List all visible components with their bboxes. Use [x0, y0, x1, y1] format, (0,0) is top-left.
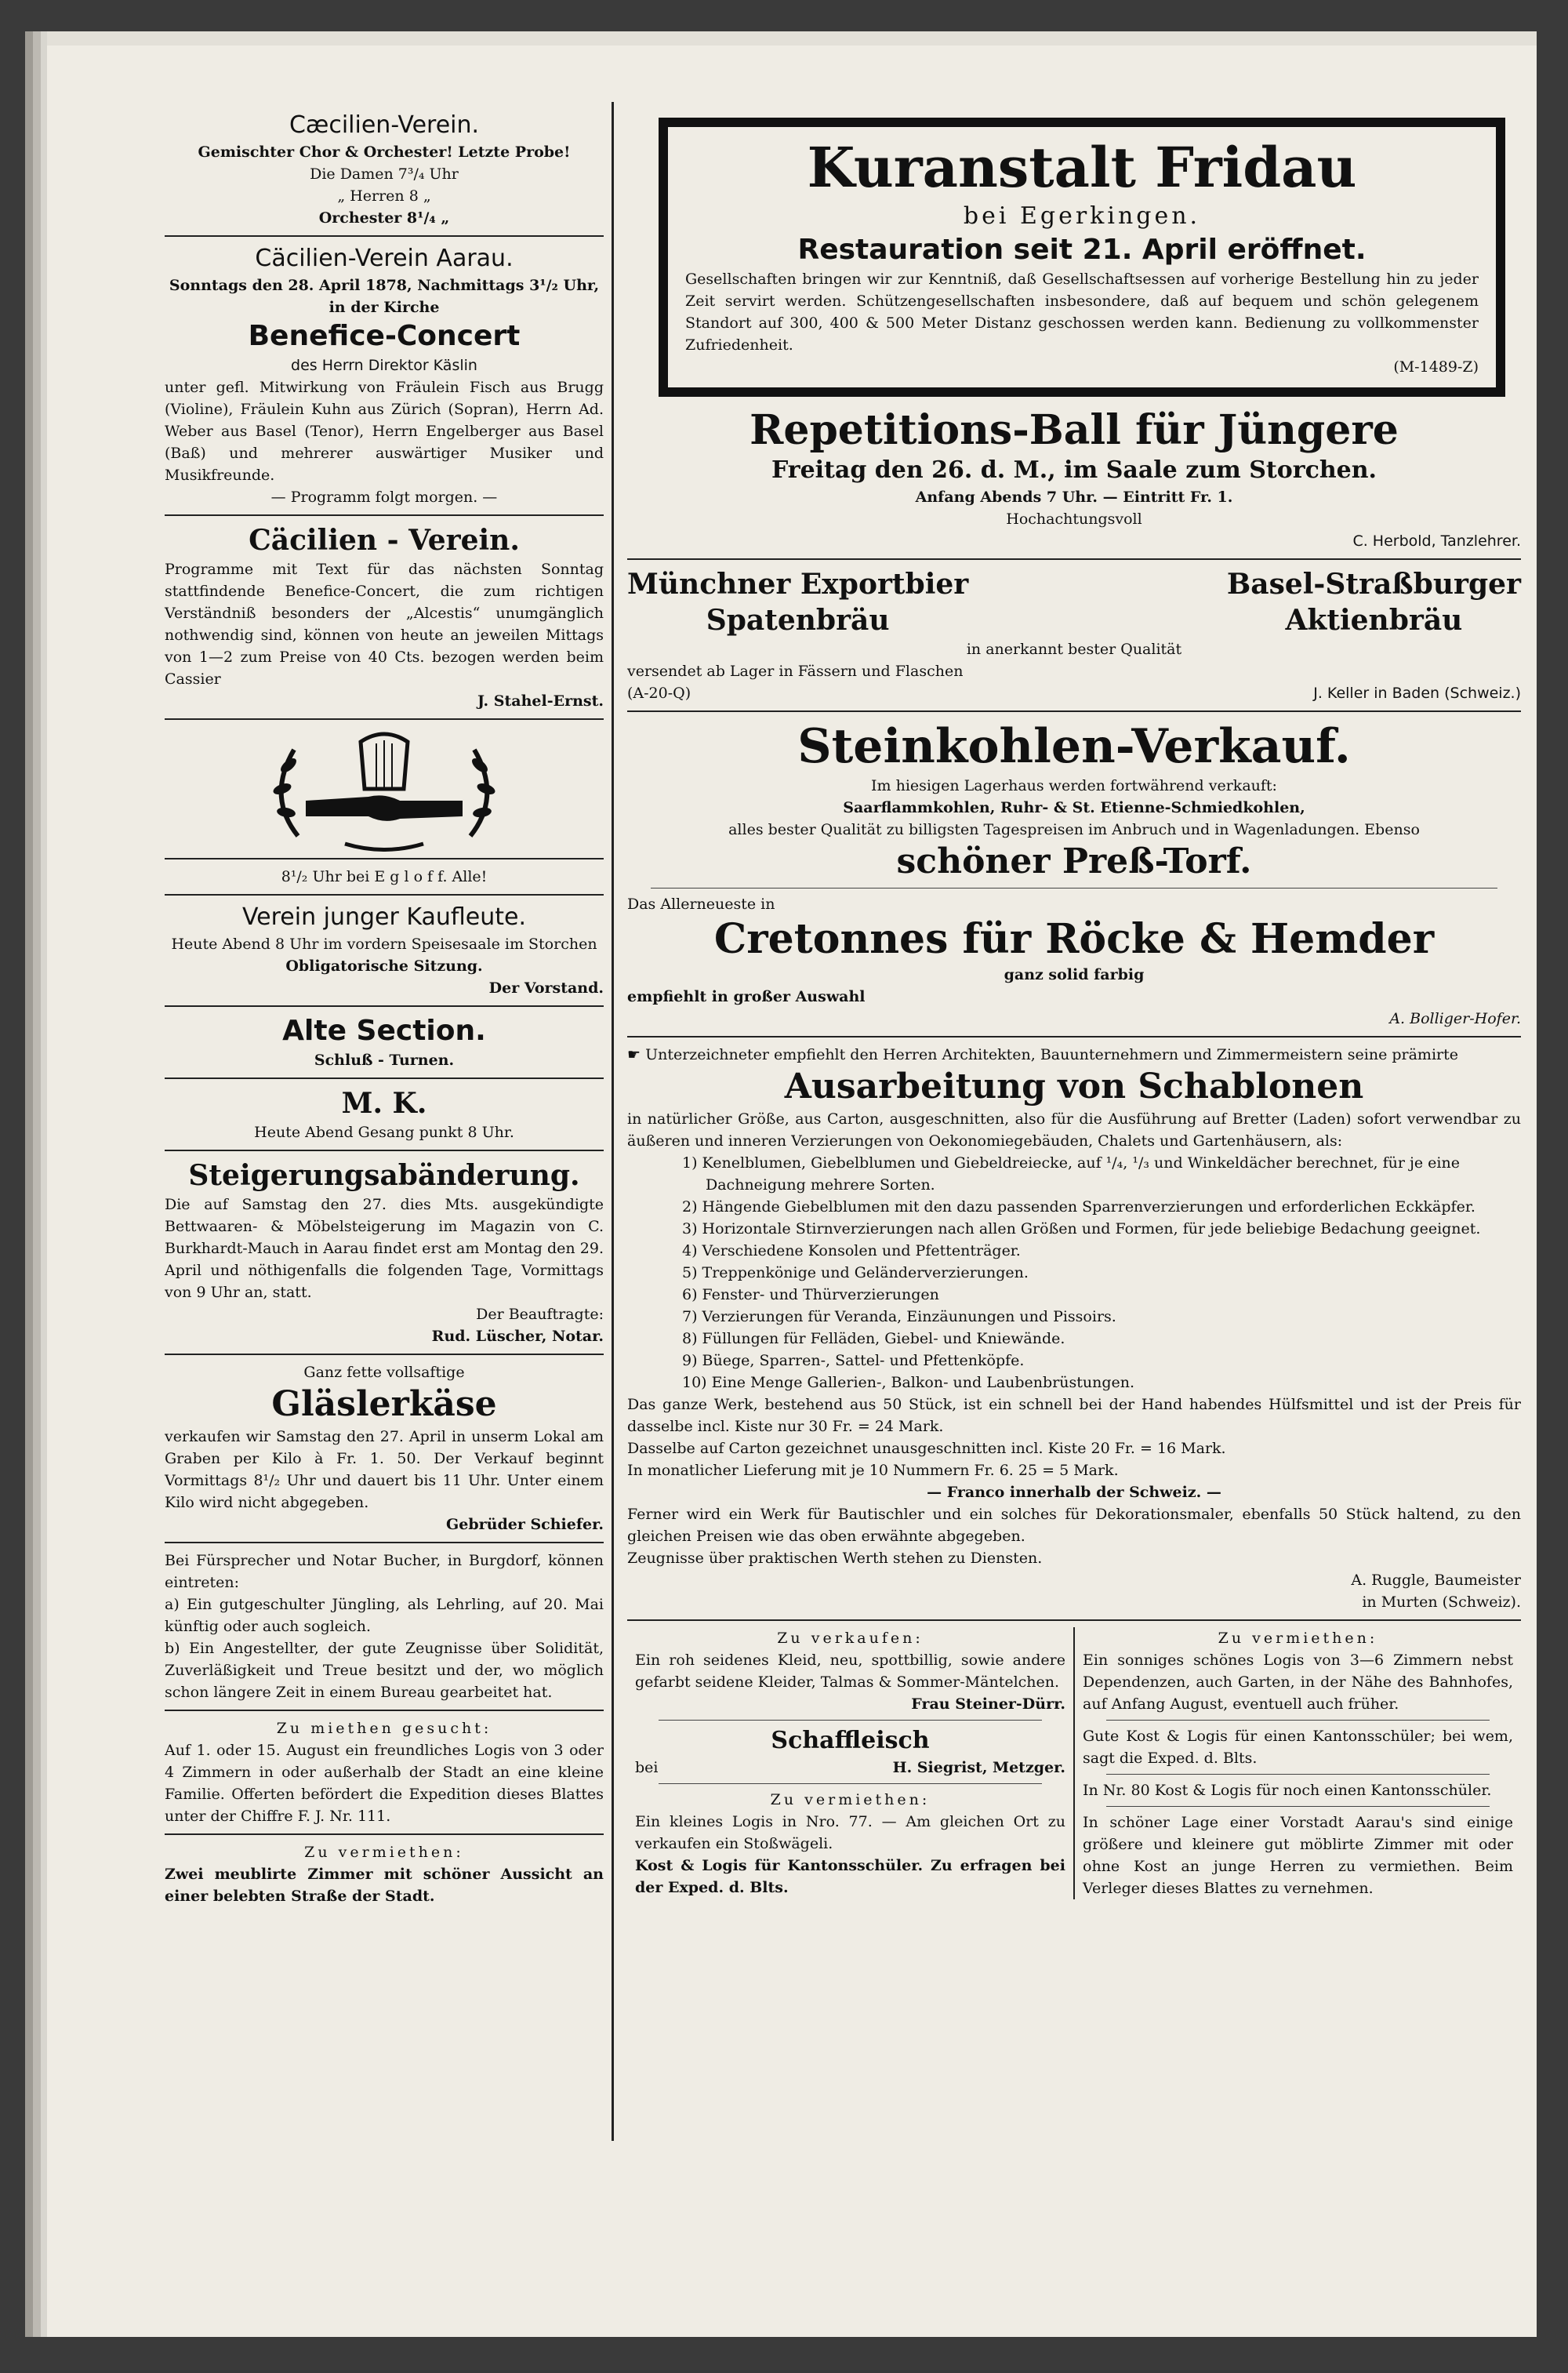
ad-title: Zu vermiethen:	[304, 1844, 464, 1861]
ad-bucher	[165, 1550, 604, 1703]
ad-line: Im hiesigen Lagerhaus werden fortwährend verkauft:	[871, 777, 1277, 794]
ad-place: bei Egerkingen.	[963, 202, 1201, 230]
ad-sub: ganz solid farbig	[1004, 966, 1145, 983]
schablonen-list	[627, 1152, 1521, 1394]
ad-headline: schöner Preß-Torf.	[896, 841, 1252, 881]
ad-title: Schaffleisch	[771, 1727, 930, 1754]
ad-ball	[627, 406, 1521, 552]
ad-body: empfiehlt in großer Auswahl	[627, 988, 866, 1005]
ad-intro: ☛ Unterzeichneter empfiehlt den Herren Architekten, Bauunternehmern und Zimmermeistern seine prämirte	[627, 1046, 1458, 1063]
ad-title: Zu miethen gesucht:	[276, 1720, 492, 1737]
list-item: 6) Fenster- und Thürverzierungen	[682, 1286, 939, 1303]
ad-body: In Nr. 80 Kost & Logis für noch einen Kantonsschüler.	[1083, 1782, 1492, 1799]
ad-title: Repetitions-Ball für Jüngere	[750, 406, 1399, 454]
ad-miethen-gesucht	[165, 1717, 604, 1827]
ad-start: Anfang Abends 7 Uhr. — Eintritt Fr. 1.	[915, 489, 1233, 506]
newspaper-page	[47, 31, 1537, 2337]
divider	[165, 514, 604, 516]
ad-body: unter gefl. Mitwirkung von Fräulein Fisch aus Brugg (Violine), Fräulein Kuhn aus Zürich (Sopran), Herrn Ad. Weber aus Basel (Tenor), Herrn Engelberger aus Basel (Baß) und mehrerer auswärtiger Musiker und Musikfreunde.	[165, 379, 604, 484]
ad-caecilien-programme	[165, 522, 604, 712]
divider	[651, 888, 1497, 889]
ad-paragraph: Zeugnisse über praktischen Werth stehen zu Diensten.	[627, 1550, 1043, 1567]
ad-title: Basel-Straßburger	[1226, 568, 1521, 601]
ad-line: „ Herren 8 „	[337, 187, 431, 205]
ad-intro: Ganz fette vollsaftige	[303, 1364, 465, 1381]
ad-body: Heute Abend Gesang punkt 8 Uhr.	[254, 1124, 514, 1141]
ad-line: des Herrn Direktor Käslin	[291, 357, 477, 374]
ad-body: Gesellschaften bringen wir zur Kenntniß, daß Gesellschaftsessen auf vorherige Bestellung hin zu jeder Zeit servirt werden. Schützengesellschaften insbesondere, daß auf bequem und schön gelegenem Standort auf 300, 400 & 500 Meter Distanz geschossen werden kann. Bedienung zu vollkommenster Zufriedenheit.	[685, 271, 1479, 354]
ad-line: Die Damen 7³/₄ Uhr	[310, 165, 459, 183]
ad-body: Ein kleines Logis in Nro. 77. — Am gleichen Ort zu verkaufen ein Stoßwägeli.	[635, 1813, 1065, 1852]
ad-body: versendet ab Lager in Fässern und Flaschen	[627, 663, 964, 680]
ad-title: Zu verkaufen:	[777, 1630, 924, 1647]
ad-body: Zwei meublirte Zimmer mit schöner Aussicht an einer belebten Straße der Stadt.	[165, 1866, 604, 1905]
ad-kaufleute	[165, 902, 604, 999]
ad-body: Ein roh seidenes Kleid, neu, spottbillig, sowie andere gefarbt seidene Kleider, Talmas & Sommer-Mäntelchen.	[635, 1652, 1065, 1691]
ad-title: Zu vermiethen:	[1218, 1630, 1378, 1647]
ad-body: In schöner Lage einer Vorstadt Aarau's sind einige größere und kleinere gut möblirte Zimmer mit oder ohne Kost an junge Herren zu vermiethen. Beim Verleger dieses Blattes zu vernehmen.	[1083, 1814, 1513, 1897]
list-item: 3) Horizontale Stirnverzierungen nach allen Größen und Formen, für jede beliebige Bedachung geeignet.	[682, 1220, 1481, 1237]
list-item: 5) Treppenkönige und Geländerverzierungen.	[682, 1264, 1029, 1281]
ad-intro: Bei Fürsprecher und Notar Bucher, in Burgdorf, können eintreten:	[165, 1552, 604, 1591]
ad-body: Auf 1. oder 15. August ein freundliches Logis von 3 oder 4 Zimmern in oder außerhalb der Stadt an eine kleine Familie. Offerten befördert die Expedition dieses Blattes unter der Chiffre F. J. Nr. 111.	[165, 1742, 604, 1825]
ad-body: Heute Abend 8 Uhr im vordern Speisesaale im Storchen	[171, 936, 597, 953]
ad-title: Alte Section.	[282, 1015, 486, 1047]
ad-vermiethen-zimmer	[165, 1841, 604, 1907]
ad-headline: Obligatorische Sitzung.	[285, 958, 483, 975]
column-rule	[612, 102, 614, 2141]
ad-intro: Das Allerneueste in	[627, 896, 775, 913]
ad-title: Ausarbeitung von Schablonen	[784, 1067, 1364, 1107]
list-item: 7) Verzierungen für Veranda, Einzäunungen und Pissoirs.	[682, 1308, 1116, 1325]
left-column	[165, 110, 604, 1907]
ad-title: Verein junger Kaufleute.	[241, 903, 527, 931]
ad-signature: Gebrüder Schiefer.	[446, 1516, 604, 1533]
ad-cretonnes	[627, 893, 1521, 1030]
ad-title: Cretonnes für Röcke & Hemder	[713, 915, 1435, 963]
ad-body: Ein sonniges schönes Logis von 3—6 Zimmern nebst Dependenzen, auch Garten, in der Nähe des Bahnhofes, auf Anfang August, eventuell auch früher.	[1083, 1652, 1513, 1713]
list-item: 8) Füllungen für Felläden, Giebel- und Kniewände.	[682, 1330, 1065, 1347]
ad-signature: Rud. Lüscher, Notar.	[431, 1328, 604, 1345]
ad-kuranstalt	[659, 118, 1505, 397]
ad-headline: Benefice-Concert	[248, 320, 521, 352]
ad-bier	[627, 566, 1521, 704]
ad-paragraph: Dasselbe auf Carton gezeichnet unausgeschnitten incl. Kiste 20 Fr. = 16 Mark.	[627, 1440, 1226, 1457]
divider	[165, 1542, 604, 1543]
ad-item: a) Ein gutgeschulter Jüngling, als Lehrling, auf 20. Mai künftig oder auch sogleich.	[165, 1596, 604, 1635]
ad-title: Cæcilien-Verein.	[289, 111, 480, 139]
ad-line: Gemischter Chor & Orchester! Letzte Probe!	[198, 144, 571, 161]
divider	[165, 1710, 604, 1711]
ad-body: Kost & Logis für Kantonsschüler. Zu erfragen bei der Exped. d. Blts.	[635, 1857, 1065, 1896]
ad-signature: A. Bolliger-Hofer.	[1389, 1010, 1521, 1027]
ad-steigerung	[165, 1157, 604, 1347]
ad-line: alles bester Qualität zu billigsten Tagespreisen im Anbruch und in Wagenladungen. Ebenso	[728, 821, 1420, 838]
ad-schablonen	[627, 1044, 1521, 1613]
scan-edge	[47, 31, 1537, 45]
ad-prefix: bei	[635, 1759, 659, 1776]
ad-signature: J. Stahel-Ernst.	[477, 692, 604, 710]
ad-quality: in anerkannt bester Qualität	[966, 641, 1182, 658]
ad-title: Steigerungsabänderung.	[188, 1159, 580, 1192]
divider	[165, 1150, 604, 1151]
ad-paragraph: Das ganze Werk, bestehend aus 50 Stück, ist ein schnell bei der Hand habendes Hülfsmittel und ist der Preis für dasselbe incl. Kiste nur 30 Fr. = 24 Mark.	[627, 1396, 1521, 1435]
ad-note: — Programm folgt morgen. —	[270, 489, 498, 506]
ad-egloff: 8¹/₂ Uhr bei E g l o f f. Alle!	[281, 868, 488, 885]
ad-signature: C. Herbold, Tanzlehrer.	[1352, 532, 1521, 550]
divider	[165, 858, 604, 859]
divider	[627, 710, 1521, 712]
ad-paragraph: In monatlicher Lieferung mit je 10 Nummern Fr. 6. 25 = 5 Mark.	[627, 1462, 1119, 1479]
divider	[1106, 1806, 1490, 1807]
divider	[1106, 1720, 1490, 1721]
list-item: 2) Hängende Giebelblumen mit den dazu passenden Sparrenverzierungen und erforderlichen Eckkäpfer.	[682, 1198, 1475, 1216]
ad-signature: Der Vorstand.	[488, 979, 604, 997]
ad-item: b) Ein Angestellter, der gute Zeugnisse über Solidität, Zuverläßigkeit und Treue besitzt und der, wo möglich schon längere Zeit in einem Bureau gearbeitet hat.	[165, 1640, 604, 1701]
ad-signature: H. Siegrist, Metzger.	[892, 1759, 1065, 1776]
subcolumn-right	[1073, 1627, 1521, 1899]
ad-title: Cäcilien-Verein Aarau.	[255, 245, 514, 272]
divider	[659, 1720, 1042, 1721]
divider	[165, 235, 604, 237]
ad-franco: — Franco innerhalb der Schweiz. —	[927, 1484, 1221, 1501]
ad-caecilien-probe	[165, 110, 604, 229]
divider	[1106, 1774, 1490, 1775]
ad-body: verkaufen wir Samstag den 27. April in unserm Lokal am Graben per Kilo à Fr. 1. 50. Der Verkauf beginnt Vormittags 8¹/₂ Uhr und dauert bis 11 Uhr. Unter einem Kilo wird nicht abgegeben.	[165, 1428, 604, 1511]
handshake-lyre-emblem-icon	[251, 726, 517, 852]
ad-line: Saarflammkohlen, Ruhr- & St. Etienne-Schmiedkohlen,	[843, 799, 1305, 816]
subcolumn-left	[627, 1627, 1073, 1899]
list-item: 10) Eine Menge Gallerien-, Balkon- und Laubenbrüstungen.	[682, 1374, 1135, 1391]
ad-title: Aktienbräu	[1285, 604, 1463, 637]
ad-signature: Frau Steiner-Dürr.	[911, 1695, 1065, 1713]
ad-code: (M-1489-Z)	[1393, 358, 1479, 376]
ad-kohlen	[627, 718, 1521, 883]
ad-alte-section	[165, 1013, 604, 1071]
bottom-subcolumns	[627, 1627, 1521, 1899]
ad-signature: A. Ruggle, Baumeister	[1351, 1572, 1521, 1589]
divider	[627, 1619, 1521, 1621]
right-column	[627, 110, 1521, 1899]
ad-title: Münchner Exportbier	[627, 568, 969, 601]
divider	[659, 1783, 1042, 1784]
ad-title: Cäcilien - Verein.	[249, 524, 520, 557]
ad-paragraph: Ferner wird ein Werk für Bautischler und ein solches für Dekorationsmaler, ebenfalls 50 Stück haltend, zu den gleichen Preisen wie das oben erwähnte abgegeben.	[627, 1506, 1521, 1545]
ad-line: Orchester 8¹/₄ „	[318, 209, 450, 227]
ad-intro: Sonntags den 28. April 1878, Nachmittags 3¹/₂ Uhr, in der Kirche	[169, 277, 600, 316]
divider	[165, 1077, 604, 1079]
ad-body: Gute Kost & Logis für einen Kantonsschüler; bei wem, sagt die Exped. d. Blts.	[1083, 1728, 1513, 1767]
ad-title: Gläslerkäse	[271, 1384, 497, 1424]
ad-signature: J. Keller in Baden (Schweiz.)	[1313, 685, 1521, 702]
divider	[627, 1036, 1521, 1038]
ad-kaese	[165, 1361, 604, 1535]
ad-body: Die auf Samstag den 27. dies Mts. ausgekündigte Bettwaaren- & Möbelsteigerung im Magazin von C. Burkhardt-Mauch in Aarau findet erst am Montag den 29. April und nöthigenfalls die folgenden Tage, Vormittags von 9 Uhr an, statt.	[165, 1196, 604, 1301]
ad-date: Freitag den 26. d. M., im Saale zum Storchen.	[771, 456, 1377, 484]
list-item: 1) Kenelblumen, Giebelblumen und Giebeldreiecke, auf ¹/₄, ¹/₃ und Winkeldächer berechnet, für je eine Dachneigung mehrere Sorten.	[682, 1154, 1460, 1194]
list-item: 9) Büege, Sparren-, Sattel- und Pfettenköpfe.	[682, 1352, 1025, 1369]
ad-title: Zu vermiethen:	[770, 1791, 931, 1808]
ad-code: (A-20-Q)	[627, 685, 691, 702]
ad-title: Steinkohlen-Verkauf.	[797, 719, 1351, 774]
divider	[165, 1354, 604, 1355]
ad-caecilien-concert	[165, 243, 604, 508]
divider	[165, 1005, 604, 1007]
ad-title: M. K.	[341, 1087, 427, 1120]
ad-signature: in Murten (Schweiz).	[1362, 1594, 1521, 1611]
divider	[627, 558, 1521, 560]
divider	[165, 718, 604, 720]
ad-headline: Restauration seit 21. April eröffnet.	[797, 234, 1367, 266]
ad-mk	[165, 1085, 604, 1143]
ad-title: Kuranstalt Fridau	[807, 135, 1357, 200]
divider	[165, 1833, 604, 1835]
ad-role: Der Beauftragte:	[476, 1306, 604, 1323]
list-item: 4) Verschiedene Konsolen und Pfettenträger.	[682, 1242, 1021, 1259]
ad-body: Programme mit Text für das nächsten Sonntag stattfindende Benefice-Concert, die zum richtigen Verständniß besonders der „Alcestis“ unumgänglich nothwendig sind, können von heute an jeweilen Mittags von 1—2 zum Preise von 40 Cts. bezogen werden beim Cassier	[165, 561, 604, 688]
divider	[165, 894, 604, 896]
ad-sub: Schluß - Turnen.	[314, 1052, 455, 1069]
ad-greeting: Hochachtungsvoll	[1006, 511, 1142, 528]
ad-title: Spatenbräu	[706, 604, 890, 637]
ad-body: in natürlicher Größe, aus Carton, ausgeschnitten, also für die Ausführung auf Bretter (Laden) sofort verwendbar zu äußeren und inneren Verzierungen von Oekonomiegebäuden, Chalets und Gartenhäusern, als:	[627, 1110, 1521, 1150]
